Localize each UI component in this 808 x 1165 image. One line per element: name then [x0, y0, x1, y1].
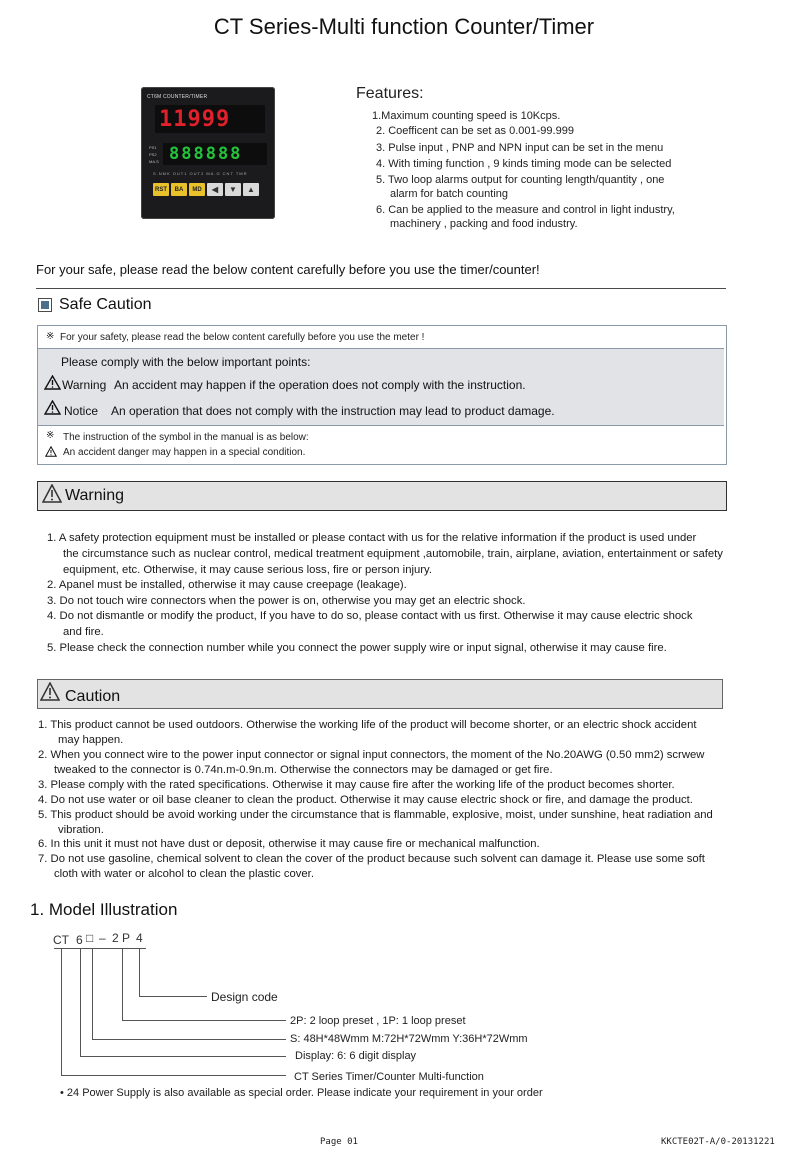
model-code-design: 4 [136, 931, 143, 945]
caution-line: 7. Do not use gasoline, chemical solvent to clean the cover of the product because such solvent can damage it. Please use some soft [38, 853, 705, 865]
device-led-row: S.NMK OUT1 OUT2 MA.G CNT TMR [153, 171, 248, 176]
series-label: CT Series Timer/Counter Multi-function [294, 1071, 484, 1083]
caution-line: 5. This product should be avoid working under the circumstance that is flammable, explosive, moist, under sunshine, heat radiation and [38, 809, 713, 821]
note-mark-icon: ※ [46, 430, 55, 441]
device-green-display: 888888 [169, 144, 243, 164]
safe-caution-heading: Safe Caution [59, 296, 152, 313]
connector-line [139, 996, 207, 997]
divider [36, 288, 726, 289]
device-indicator-ps2: PS2 [149, 152, 157, 157]
notice-triangle-icon [44, 400, 61, 415]
danger-triangle-icon [45, 446, 57, 457]
caution-heading: Caution [65, 688, 121, 705]
square-bullet-icon [38, 298, 52, 312]
connector-line [92, 1039, 286, 1040]
safe-notice: For your safe, please read the below content carefully before you use the timer/counter! [36, 262, 540, 277]
warning-label: Warning [62, 378, 107, 392]
caution-line: vibration. [58, 824, 104, 836]
model-code-preset-number: 2 [112, 931, 119, 945]
connector-line [122, 949, 123, 1020]
connector-line [80, 949, 81, 1056]
device-md-button: MD [189, 183, 205, 196]
caution-line: 3. Please comply with the rated specifications. Otherwise it may cause fire after the working life of the product becomes shorter. [38, 779, 675, 791]
device-indicator-ps1: PS1 [149, 145, 157, 150]
caution-line: 6. In this unit it must not have dust or deposit, otherwise it may cause fire or mechanical malfunction. [38, 838, 540, 850]
feature-item: 3. Pulse input , PNP and NPN input can be set in the menu [376, 142, 664, 154]
warning-heading-bar [37, 481, 727, 511]
model-code-dash: – [99, 931, 106, 945]
feature-item: 6. Can be applied to the measure and control in light industry, [376, 204, 675, 216]
connector-line [92, 949, 93, 1039]
caution-line: 2. When you connect wire to the power input connector or signal input connectors, the moment of the No.20AWG (0.50 mm2) scrwew [38, 749, 705, 761]
page-title: CT Series-Multi function Counter/Timer [213, 14, 595, 39]
feature-item: 5. Two loop alarms output for counting length/quantity , one [376, 174, 665, 186]
warning-line: 2. Apanel must be installed, otherwise it may cause creepage (leakage). [47, 579, 407, 591]
note-mark-icon: ※ [46, 331, 55, 342]
feature-item-continued: alarm for batch counting [390, 188, 509, 200]
notice-description: An operation that does not comply with the instruction may lead to product damage. [111, 404, 555, 418]
device-red-display: 11999 [159, 107, 231, 132]
warning-heading-icon [42, 484, 62, 503]
model-code-ct: CT [53, 933, 69, 947]
connector-line [61, 949, 62, 1076]
feature-item: 2. Coefficent can be set as 0.001-99.999 [376, 125, 574, 137]
warning-description: An accident may happen if the operation does not comply with the instruction. [114, 378, 526, 392]
warning-line: and fire. [63, 626, 104, 638]
device-model-label: CT6M COUNTER/TIMER [147, 94, 208, 100]
power-supply-note: • 24 Power Supply is also available as special order. Please indicate your requirement in your order [60, 1087, 543, 1099]
safety-note: For your safety, please read the below content carefully before you use the meter ! [60, 332, 425, 343]
device-rst-button: RST [153, 183, 169, 196]
feature-item: 1.Maximum counting speed is 10Kcps. [372, 110, 561, 122]
warning-line: 3. Do not touch wire connectors when the power is on, otherwise you may get an electric shock. [47, 595, 526, 607]
caution-heading-bar [37, 679, 723, 709]
device-down-arrow-icon: ▼ [225, 183, 241, 196]
size-label: S: 48H*48Wmm M:72H*72Wmm Y:36H*72Wmm [290, 1033, 528, 1045]
model-code-preset-type: P [122, 931, 131, 945]
notice-label: Notice [64, 404, 99, 418]
design-code-label: Design code [211, 990, 278, 1004]
caution-line: cloth with water or alcohol to clean the plastic cover. [54, 868, 314, 880]
feature-item-continued: machinery , packing and food industry. [390, 218, 578, 230]
device-left-arrow-icon: ◀ [207, 183, 223, 196]
caution-line: 4. Do not use water or oil base cleaner to clean the product. Otherwise it may cause electric shock or fire, and damage the product. [38, 794, 693, 806]
caution-line: tweaked to the connector is 0.74n.m-0.9n.m. Otherwise the connectors may be damaged or get fire. [54, 764, 553, 776]
warning-line: the circumstance such as nuclear control, medical treatment equipment ,automobile, train, airplane, aviation, entertainment or safety [63, 548, 723, 560]
caution-line: may happen. [58, 734, 124, 746]
comply-text: Please comply with the below important points: [61, 355, 311, 369]
model-illustration-heading: 1. Model Illustration [30, 900, 178, 919]
connector-line [61, 1075, 286, 1076]
page-number: Page 01 [320, 1137, 358, 1147]
caution-heading-icon [40, 682, 60, 701]
display-label: Display: 6: 6 digit display [295, 1050, 417, 1062]
warning-triangle-icon [44, 375, 61, 390]
features-heading: Features: [356, 85, 424, 102]
symbol-intro: The instruction of the symbol in the manual is as below: [63, 432, 309, 443]
model-code-digits: 6 [76, 933, 83, 947]
warning-heading: Warning [65, 487, 124, 504]
document-id: KKCTE02T-A/0-20131221 [661, 1137, 775, 1147]
connector-line [80, 1056, 286, 1057]
connector-line [139, 949, 140, 997]
device-ba-button: BA [171, 183, 187, 196]
device-up-arrow-icon: ▲ [243, 183, 259, 196]
feature-item: 4. With timing function , 9 kinds timing mode can be selected [376, 158, 672, 170]
model-code-underline [54, 948, 146, 949]
warning-line: 5. Please check the connection number while you connect the power supply wire or input signal, otherwise it may cause fire. [47, 642, 667, 654]
connector-line [122, 1020, 286, 1021]
device-indicator-mas: MA.S [149, 159, 159, 164]
caution-line: 1. This product cannot be used outdoors. Otherwise the working life of the product will become shorter, or an electric shock accident [38, 719, 697, 731]
model-code-size: □ [86, 931, 94, 945]
preset-label: 2P: 2 loop preset , 1P: 1 loop preset [290, 1015, 466, 1027]
warning-line: 4. Do not dismantle or modify the product, If you have to do so, please contact with us first. Otherwise it may cause electric shock [47, 610, 693, 622]
counter-timer-device-image [141, 87, 275, 219]
warning-line: 1. A safety protection equipment must be installed or please contact with us for the relative information if the product is used under [47, 532, 697, 544]
symbol-description: An accident danger may happen in a special condition. [63, 447, 306, 458]
warning-line: equipment, etc. Otherwise, it may cause serious loss, fire or person injury. [63, 564, 432, 576]
